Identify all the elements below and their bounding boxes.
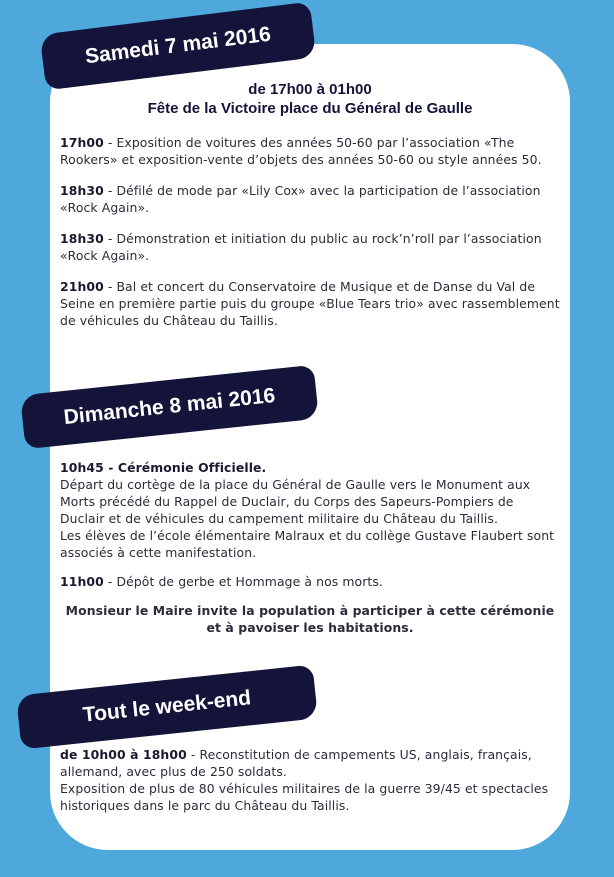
- program-item: 10h45 - Cérémonie Officielle. Départ du cortège de la place du Général de Gaulle vers le Monument aux Morts précédé du Rappel de Duclair, du Corps des Sapeurs-Pompiers de Duclair et de véhicules du campement militaire du Château du Taillis. Les élèves de l’école élémentaire Malraux et du collège Gustave Flaubert sont associés à cette manifestation.: [60, 460, 555, 560]
- program-item: 21h00 - Bal et concert du Conservatoire de Musique et de Danse du Val de Seine en première partie puis du groupe «Blue Tears trio» avec rassemblement de véhicules du Château du Taillis.: [60, 279, 560, 328]
- weekend-title: Tout le week-end: [81, 686, 253, 727]
- saturday-program: [60, 134, 560, 343]
- program-item: 11h00 - Dépôt de gerbe et Hommage à nos morts.: [60, 574, 383, 589]
- saturday-title: Samedi 7 mai 2016: [83, 22, 273, 69]
- mayor-invitation: Monsieur le Maire invite la population à participer à cette cérémonie et à pavoiser les habitations.: [65, 603, 555, 635]
- weekend-program: [60, 746, 560, 828]
- sunday-title: Dimanche 8 mai 2016: [62, 383, 277, 430]
- program-item: 17h00 - Exposition de voitures des années 50-60 par l’association «The Rookers» et exposition-vente d’objets des années 50-60 ou style années 50.: [60, 135, 542, 167]
- saturday-time-line: de 17h00 à 01h00: [248, 81, 372, 98]
- program-item: 18h30 - Démonstration et initiation du public au rock’n’roll par l’association «Rock Again».: [60, 231, 542, 263]
- saturday-subhead: [50, 80, 570, 118]
- sunday-program: [60, 459, 560, 650]
- saturday-event-line: Fête de la Victoire place du Général de Gaulle: [147, 100, 473, 117]
- program-item: de 10h00 à 18h00 - Reconstitution de campements US, anglais, français, allemand, avec plus de 250 soldats. Exposition de plus de 80 véhicules militaires de la guerre 39/45 et spectacles historiques dans le parc du Château du Taillis.: [60, 747, 549, 813]
- program-item: 18h30 - Défilé de mode par «Lily Cox» avec la participation de l’association «Rock Again».: [60, 183, 541, 215]
